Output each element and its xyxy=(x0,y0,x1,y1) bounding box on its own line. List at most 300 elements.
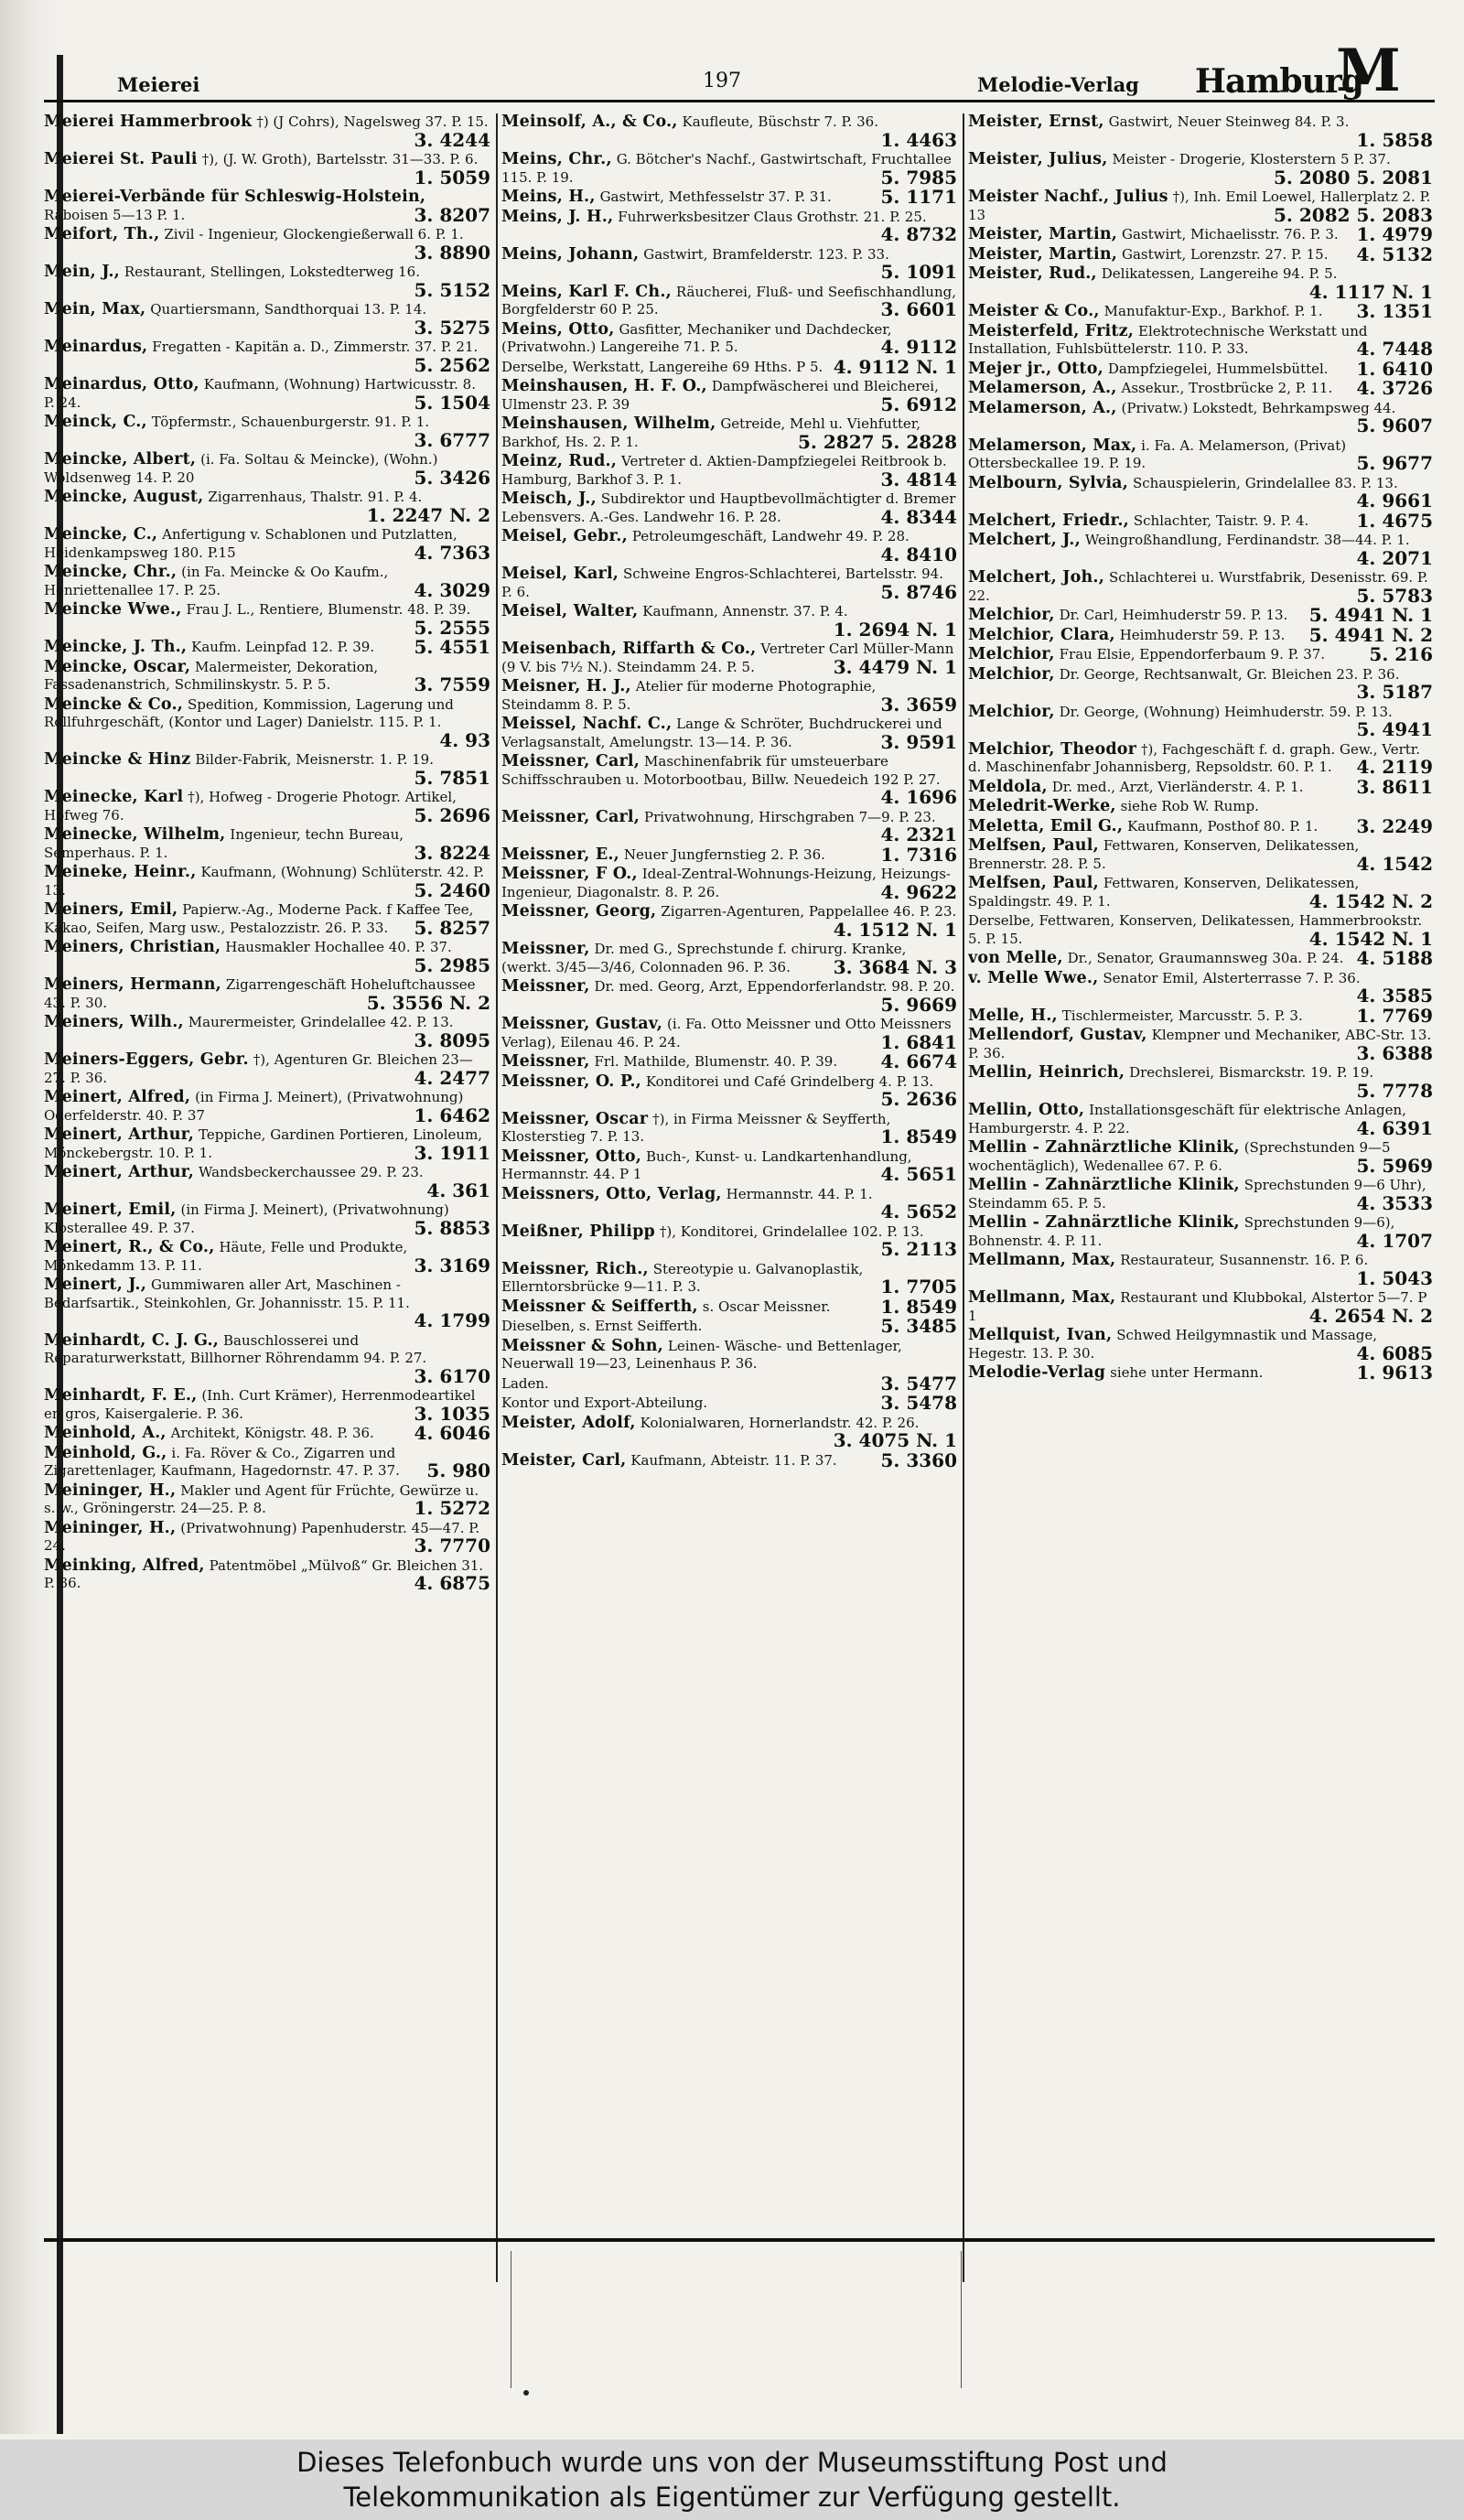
entry-details: Petroleumgeschäft, Landwehr 49. P. 28. xyxy=(631,528,910,544)
entry-phone-number: 5. 4551 xyxy=(414,636,490,658)
entry-details: (Sprechstunden 9—5 wochentäglich), Wedenallee 67. P. 6. xyxy=(968,1139,1391,1174)
directory-entry xyxy=(44,864,492,899)
entry-details: Bilder-Fabrik, Meisnerstr. 1. P. 19. xyxy=(195,751,434,768)
entry-details: Frau J. L., Rentiere, Blumenstr. 48. P. 39. xyxy=(186,601,471,618)
directory-entry xyxy=(968,532,1435,567)
entry-details: Leinen- Wäsche- und Bettenlager, Neuerwall 19—23, Leinenhaus P. 36. xyxy=(501,1337,902,1372)
entry-name: v. Melle Wwe., xyxy=(968,968,1099,987)
entry-name: Melchior, xyxy=(968,664,1055,684)
entry-name: Meinert, Arthur, xyxy=(44,1163,195,1181)
entry-name: Meiners, Christian, xyxy=(44,938,221,956)
entry-phone-number: 4. 1542 xyxy=(1356,852,1433,875)
entry-details: Makler und Agent für Früchte, Gewürze u. s. w., Gröningerstr. 24—25. P. 8. xyxy=(44,1481,479,1516)
entry-phone-number: 4. 2119 xyxy=(1356,756,1433,778)
entry-phone-number: 1. 7769 xyxy=(1356,1004,1433,1027)
directory-entry xyxy=(968,1364,1435,1383)
directory-entry xyxy=(501,1315,959,1337)
entry-name: Meletta, Emil G., xyxy=(968,816,1124,835)
entry-name: Meister, Adolf, xyxy=(501,1413,636,1432)
directory-entry xyxy=(501,603,959,639)
entry-name: Meierei Hammerbrook xyxy=(44,113,253,131)
entry-details: Restaurateur, Susannenstr. 16. P. 6. xyxy=(1120,1252,1369,1268)
entry-details: (in Fa. Meincke & Oo Kaufm., Henriettenallee 17. P. 25. xyxy=(44,564,389,598)
entry-name: Meissner, Gustav, xyxy=(501,1015,663,1033)
directory-entry xyxy=(44,1164,492,1200)
entry-name: Meister, Julius, xyxy=(968,150,1108,168)
entry-details: Dr. Carl, Heimhuderstr 59. P. 13. xyxy=(1059,607,1288,623)
entry-name: Meins, Otto, xyxy=(501,319,615,339)
entry-name: Meisterfeld, Fritz, xyxy=(968,321,1135,340)
entry-phone-number: 3. 3659 xyxy=(880,693,957,716)
entry-name: Meinecke, Wilhelm, xyxy=(44,825,226,844)
entry-details: Häute, Felle und Produkte, Mönkedamm 13. P. 11. xyxy=(44,1239,408,1274)
entry-details: Meister - Drogerie, Klosterstern 5 P. 37. xyxy=(1112,151,1391,167)
directory-entry xyxy=(44,976,492,1012)
directory-entry xyxy=(968,475,1435,511)
entry-name: Mellin, Heinrich, xyxy=(968,1063,1125,1082)
entry-details: Drechslerei, Bismarckstr. 19. P. 19. xyxy=(1129,1064,1374,1081)
entry-details: Maschinenfabrik für umsteuerbare Schiffsschrauben u. Motorbootbau, Billw. Neuedeich 192 P. 27. xyxy=(501,753,941,788)
directory-entry xyxy=(44,1276,492,1330)
entry-name: Meissner & Seifferth, xyxy=(501,1297,698,1316)
entry-name: Meinck, C., xyxy=(44,413,147,431)
entry-details: Patentmöbel „Mülvoß“ Gr. Bleichen 31. P. 36. xyxy=(44,1556,484,1591)
entry-details: Assekur., Trostbrücke 2, P. 11. xyxy=(1121,380,1333,396)
directory-entry xyxy=(44,489,492,524)
entry-details: Dr. med., Arzt, Vierländerstr. 4. P. 1. xyxy=(1051,778,1304,795)
entry-phone-number: 4. 3585 xyxy=(1356,985,1433,1007)
entry-details: Gastwirt, Lorenzstr. 27. P. 15. xyxy=(1121,245,1329,263)
entry-name: Meininger, H., xyxy=(44,1518,177,1537)
entry-details: Kaufmann, (Wohnung) Hartwicusstr. 8. P. 24. xyxy=(44,376,476,411)
entry-details: Räucherei, Fluß- und Seefischhandlung, Borgfelderstr 60 P. 25. xyxy=(501,283,956,318)
entry-name: Mellquist, Ivan, xyxy=(968,1326,1113,1344)
header-last-entry: Melodie-Verlag xyxy=(977,73,1139,96)
entry-name: Melamerson, A., xyxy=(968,379,1117,397)
entry-phone-number: 3. 2249 xyxy=(1356,814,1433,837)
directory-entry xyxy=(44,1445,492,1481)
entry-phone-number: 3. 7770 xyxy=(414,1535,490,1556)
directory-entry xyxy=(501,641,959,676)
entry-name: Meinert, J., xyxy=(44,1276,147,1294)
entry-details: Schlachter, Taistr. 9. P. 4. xyxy=(1133,512,1309,529)
entry-name: Melfsen, Paul, xyxy=(968,874,1099,892)
footer-line-2: Telekommunikation als Eigentümer zur Verfügung gestellt. xyxy=(343,2482,1121,2513)
entry-details: Maurermeister, Grindelallee 42. P. 13. xyxy=(188,1014,454,1030)
entry-details: Derselbe, Fettwaren, Konserven, Delikatessen, Hammerbrookstr. 5. P. 15. xyxy=(968,912,1423,947)
entry-phone-number: 5. 2985 xyxy=(414,953,490,976)
directory-entry xyxy=(968,1064,1435,1100)
entry-details: Kaufmann, Annenstr. 37. P. 4. xyxy=(642,603,848,619)
entry-phone-number: 1. 2247 N. 2 xyxy=(366,503,490,526)
entry-name: Meiners-Eggers, Gebr. xyxy=(44,1050,249,1069)
entry-phone-number: 1. 5272 xyxy=(414,1497,490,1519)
directory-page xyxy=(44,37,1435,2416)
entry-details: Neuer Jungfernstieg 2. P. 36. xyxy=(623,845,825,863)
entry-details: Weingroßhandlung, Ferdinandstr. 38—44. P. 1. xyxy=(1084,532,1410,548)
entry-name: Meister, Martin, xyxy=(968,225,1118,243)
entry-name: Meinert, Alfred, xyxy=(44,1088,191,1106)
entry-phone-number: 5. 3426 xyxy=(414,466,490,489)
directory-entry xyxy=(968,1327,1435,1362)
column-2 xyxy=(501,113,959,2282)
entry-details: Kaufmann, Posthof 80. P. 1. xyxy=(1127,817,1319,835)
entry-details: Architekt, Königstr. 48. P. 36. xyxy=(170,1425,374,1441)
entry-phone-number: 3. 8890 xyxy=(414,241,490,264)
entry-phone-number: 4. 5652 xyxy=(880,1201,957,1222)
directory-entry xyxy=(501,355,959,378)
entry-details: Bauschlosserei und Reparaturwerkstatt, Billhorner Röhrendamm 94. P. 27. xyxy=(44,1331,427,1366)
directory-entry xyxy=(44,789,492,824)
entry-details: G. Bötcher's Nachf., Gastwirtschaft, Fruchtallee 115. P. 19. xyxy=(501,151,952,186)
entry-phone-number: 3. 4244 xyxy=(414,128,490,151)
entry-phone-number: 5. 5152 xyxy=(414,278,490,301)
entry-name: Meinhardt, C. J. G., xyxy=(44,1330,220,1350)
column-1 xyxy=(44,113,492,2282)
directory-entry xyxy=(501,1050,959,1072)
entry-phone-number: 4. 6674 xyxy=(880,1050,957,1072)
directory-entry xyxy=(968,798,1435,816)
directory-entry xyxy=(44,339,492,374)
directory-entry xyxy=(968,113,1435,149)
entry-name: Melle, H., xyxy=(968,1006,1058,1025)
entry-details: Konditorei und Café Grindelberg 4. P. 13. xyxy=(645,1072,934,1090)
entry-details: Wandsbeckerchaussee 29. P. 23. xyxy=(199,1164,424,1180)
entry-details: Gasfitter, Mechaniker und Dachdecker, (Privatwohn.) Langereihe 71. P. 5. xyxy=(501,320,892,355)
entry-details: †), Hofweg - Drogerie Photogr. Artikel, Hofweg 76. xyxy=(44,789,457,824)
entry-phone-number: 4. 1696 xyxy=(880,786,957,808)
entry-name: Meister, Martin, xyxy=(968,244,1118,264)
entry-details: siehe unter Hermann. xyxy=(1110,1364,1264,1381)
directory-entry xyxy=(968,188,1435,224)
directory-entry xyxy=(44,264,492,299)
entry-name: Meiners, Emil, xyxy=(44,900,178,919)
directory-entry xyxy=(501,1261,959,1297)
directory-entry xyxy=(44,301,492,337)
entry-name: Meiners, Wilh., xyxy=(44,1013,184,1031)
entry-phone-number: 1. 6462 xyxy=(414,1104,490,1126)
directory-entry xyxy=(501,1415,959,1450)
directory-entry xyxy=(501,1223,959,1259)
directory-entry xyxy=(968,509,1435,532)
directory-entry xyxy=(968,323,1435,359)
entry-details: Fuhrwerksbesitzer Claus Grothstr. 21. P. 25. xyxy=(618,208,927,225)
entry-details: Senator Emil, Alsterterrasse 7. P. 36. xyxy=(1103,969,1361,986)
directory-entry xyxy=(44,1126,492,1162)
entry-details: Kaufm. Leinpfad 12. P. 39. xyxy=(191,639,375,655)
entry-phone-number: 4. 6046 xyxy=(414,1422,490,1444)
directory-entry xyxy=(501,528,959,564)
directory-entry xyxy=(44,188,492,224)
entry-phone-number: 4. 9112 xyxy=(880,336,957,358)
entry-name: Meinsolf, A., & Co., xyxy=(501,113,678,131)
entry-details: Tischlermeister, Marcusstr. 5. P. 3. xyxy=(1061,1007,1303,1024)
entry-details: Klempner und Mechaniker, ABC-Str. 13. P. 36. xyxy=(968,1027,1432,1061)
entry-details: Ingenieur, techn Bureau, Semperhaus. P. 1. xyxy=(44,826,404,861)
entry-phone-number: 3. 9591 xyxy=(880,730,957,753)
directory-entry xyxy=(44,1014,492,1050)
entry-name: Meissner, F O., xyxy=(501,865,638,883)
entry-phone-number: 5. 3360 xyxy=(880,1448,957,1471)
entry-phone-number: 3. 5478 xyxy=(880,1392,957,1414)
entry-details: Stereotypie u. Galvanoplastik, Ellerntorsbrücke 9—11. P. 3. xyxy=(501,1260,864,1295)
directory-entry xyxy=(44,226,492,262)
entry-details: †), Fachgeschäft f. d. graph. Gew., Vertr. d. Maschinenfabr Johannisberg, Repsoldstr. 60. P. 1. xyxy=(968,740,1421,775)
directory-entry xyxy=(44,1332,492,1386)
entry-phone-number: 3. 1911 xyxy=(414,1141,490,1164)
directory-entry xyxy=(968,741,1435,777)
directory-entry xyxy=(501,716,959,751)
directory-entry xyxy=(968,569,1435,605)
entry-phone-number: 5. 2555 xyxy=(414,616,490,639)
entry-details: Schweine Engros-Schlachterei, Bartelsstr. 94. P. 6. xyxy=(501,565,943,600)
ink-dot xyxy=(523,2390,529,2396)
entry-name: Meister & Co., xyxy=(968,302,1100,320)
entry-details: Gastwirt, Neuer Steinweg 84. P. 3. xyxy=(1108,113,1350,130)
entry-phone-number: 5. 9669 xyxy=(880,993,957,1016)
entry-phone-number: 4. 3533 xyxy=(1356,1191,1433,1214)
entry-name: Meincke, Chr., xyxy=(44,563,178,581)
directory-entry xyxy=(501,415,959,451)
entry-name: Melchior, Theodor xyxy=(968,739,1137,759)
directory-entry xyxy=(501,246,959,282)
directory-entry xyxy=(44,451,492,487)
entry-name: Meinz, Rud., xyxy=(501,452,618,470)
directory-entry xyxy=(968,1027,1435,1062)
entry-name: Meinshausen, Wilhelm, xyxy=(501,415,716,433)
entry-phone-number: 4. 9622 xyxy=(880,880,957,903)
entry-name: Meldola, xyxy=(968,777,1048,796)
entry-phone-number: 4. 8410 xyxy=(880,543,957,565)
entry-details: Vertreter d. Aktien-Dampfziegelei Reitbrook b. Hamburg, Barkhof 3. P. 1. xyxy=(501,453,947,488)
entry-details: Zivil - Ingenieur, Glockengießerwall 6. P. 1. xyxy=(164,226,464,242)
entry-phone-number: 3. 8611 xyxy=(1356,775,1433,798)
entry-name: Meisner, H. J., xyxy=(501,677,631,695)
entry-details: Papierw.-Ag., Moderne Pack. f Kaffee Tee, Kakao, Seifen, Marg usw., Pestalozzistr. 26. P. 33. xyxy=(44,901,474,936)
entry-details: (Privatwohnung) Papenhuderstr. 45—47. P. 24. xyxy=(44,1519,480,1554)
entry-name: Mellmann, Max, xyxy=(968,1288,1116,1307)
directory-entry xyxy=(968,1102,1435,1137)
entry-name: Melchior, xyxy=(968,645,1055,663)
entry-phone-number: 5. 7985 xyxy=(880,166,957,188)
directory-entry xyxy=(501,941,959,976)
directory-entry xyxy=(968,912,1435,948)
directory-entry xyxy=(968,814,1435,837)
entry-phone-number: 5. 9677 xyxy=(1356,452,1433,474)
entry-details: Heimhuderstr 59. P. 13. xyxy=(1119,626,1286,643)
entry-details: Lange & Schröter, Buchdruckerei und Verlagsanstalt, Amelungstr. 13—14. P. 36. xyxy=(501,716,942,750)
entry-details: Sprechstunden 9—6 Uhr), Steindamm 65. P. 5. xyxy=(968,1177,1426,1212)
entry-phone-number: 5. 2827 5. 2828 xyxy=(798,430,957,453)
entry-details: †), Agenturen Gr. Bleichen 23—27. P. 36. xyxy=(44,1051,473,1086)
header-city: Hamburg xyxy=(1195,62,1363,101)
directory-entry xyxy=(44,151,492,187)
entry-details: Privatwohnung, Hirschgraben 7—9. P. 23. xyxy=(644,808,936,825)
entry-phone-number: 4. 3726 xyxy=(1356,377,1433,399)
entry-phone-number: 4. 9661 xyxy=(1356,490,1433,512)
entry-name: Melodie-Verlag xyxy=(968,1363,1106,1382)
entry-phone-number: 4. 3029 xyxy=(414,578,490,601)
entry-details: (Inh. Curt Krämer), Herrenmodeartikel en gros, Kaisergalerie. P. 36. xyxy=(44,1387,476,1422)
header-first-entry: Meierei xyxy=(117,73,200,96)
entry-phone-number: 1. 4463 xyxy=(880,128,957,151)
page-number: 197 xyxy=(703,70,741,92)
entry-phone-number: 4. 5188 xyxy=(1356,947,1433,969)
entry-details: Schlachterei u. Wurstfabrik, Desenisstr. 69. P. 22. xyxy=(968,569,1428,604)
directory-entry xyxy=(501,678,959,714)
entry-phone-number: 5. 8853 xyxy=(414,1216,490,1239)
directory-entry xyxy=(501,843,959,866)
entry-name: Meinhold, A., xyxy=(44,1424,167,1442)
directory-entry xyxy=(44,751,492,787)
entry-details: †), Inh. Emil Loewel, Hallerplatz 2. P. 13 xyxy=(968,188,1431,223)
entry-name: Meincke Wwe., xyxy=(44,600,182,619)
directory-entry xyxy=(968,400,1435,436)
bottom-rule xyxy=(44,2238,1435,2242)
entry-name: Meincke, J. Th., xyxy=(44,638,188,656)
directory-entry xyxy=(968,623,1435,646)
directory-entry xyxy=(968,643,1435,665)
directory-entry xyxy=(501,1111,959,1147)
directory-entry xyxy=(501,1372,959,1395)
entry-name: Mellin - Zahnärztliche Klinik, xyxy=(968,1213,1240,1232)
entry-phone-number: 5. 2562 xyxy=(414,353,490,376)
entry-name: Meissner, xyxy=(501,977,590,996)
entry-name: Meisel, Gebr., xyxy=(501,527,628,545)
entry-phone-number: 1. 6841 xyxy=(880,1030,957,1053)
entry-phone-number: 5. 8257 xyxy=(414,916,490,939)
directory-entry xyxy=(968,704,1435,739)
entry-phone-number: 5. 2113 xyxy=(880,1238,957,1260)
entry-details: Quartiersmann, Sandthorquai 13. P. 14. xyxy=(150,301,427,318)
entry-phone-number: 5. 8746 xyxy=(880,580,957,603)
directory-entry xyxy=(968,242,1435,265)
blank-column-line xyxy=(961,2251,962,2388)
entry-phone-number: 1. 5043 xyxy=(1356,1266,1433,1289)
entry-name: Melfsen, Paul, xyxy=(968,836,1099,855)
directory-entry xyxy=(44,696,492,750)
entry-details: Spedition, Kommission, Lagerung und Rollfuhrgeschäft, (Kontor und Lager) Danielstr. 115. P. 1. xyxy=(44,695,454,730)
directory-entry xyxy=(968,875,1435,910)
entry-phone-number: 5. 2696 xyxy=(414,803,490,826)
entry-phone-number: 5. 7851 xyxy=(414,766,490,789)
entry-phone-number: 5. 2460 xyxy=(414,878,490,901)
entry-details: Ideal-Zentral-Wohnungs-Heizung, Heizungs-Ingenieur, Diagonalstr. 8. P. 26. xyxy=(501,866,951,900)
entry-name: Meininger, H., xyxy=(44,1481,177,1500)
entry-name: Meineke, Heinr., xyxy=(44,863,197,881)
entry-phone-number: 4. 5132 xyxy=(1356,242,1433,265)
entry-phone-number: 5. 1171 xyxy=(880,186,957,208)
entry-name: Meincke, C., xyxy=(44,525,158,544)
entry-phone-number: 3. 3684 N. 3 xyxy=(833,955,957,978)
entry-name: Meincke & Co., xyxy=(44,695,184,714)
directory-entry xyxy=(968,775,1435,798)
entry-details: Restaurant, Stellingen, Lokstedterweg 16. xyxy=(124,264,420,280)
entry-name: von Melle, xyxy=(968,949,1063,967)
directory-entry xyxy=(501,978,959,1014)
directory-entry xyxy=(501,113,959,149)
column-divider xyxy=(963,113,964,2282)
entry-phone-number: 3. 3169 xyxy=(414,1254,490,1276)
directory-entry xyxy=(968,837,1435,873)
entry-name: Meifort, Th., xyxy=(44,225,160,243)
entry-name: Meincke & Hinz xyxy=(44,750,191,769)
entry-name: Meissner, Carl, xyxy=(501,752,640,770)
archive-footer xyxy=(0,2439,1464,2520)
entry-details: Kontor und Export-Abteilung. xyxy=(501,1395,708,1411)
entry-phone-number: 4. 1542 N. 2 xyxy=(1308,889,1433,912)
entry-name: Meledrit-Werke, xyxy=(968,797,1116,815)
entry-phone-number: 3. 6777 xyxy=(414,428,490,451)
directory-entry xyxy=(968,1177,1435,1212)
entry-details: Zigarrengeschäft Hoheluftchaussee 43. P. 30. xyxy=(44,976,476,1011)
directory-entry xyxy=(44,1520,492,1556)
entry-phone-number: 3. 5187 xyxy=(1356,681,1433,703)
entry-name: Meissel, Nachf. C., xyxy=(501,715,673,733)
entry-phone-number: 4. 2654 N. 2 xyxy=(1308,1304,1433,1327)
directory-entry xyxy=(968,437,1435,473)
directory-entry xyxy=(501,1448,959,1471)
entry-phone-number: 1. 5858 xyxy=(1356,128,1433,151)
entry-phone-number: 4. 93 xyxy=(439,728,490,751)
directory-entry xyxy=(501,188,959,207)
entry-details: Gastwirt, Michaelisstr. 76. P. 3. xyxy=(1121,226,1339,242)
entry-name: Meins, H., xyxy=(501,188,596,206)
entry-name: Mellmann, Max, xyxy=(968,1251,1116,1269)
directory-entry xyxy=(968,1289,1435,1325)
directory-entry xyxy=(501,378,959,414)
entry-name: Meins, J. H., xyxy=(501,207,614,226)
entry-phone-number: 4. 2071 xyxy=(1356,546,1433,569)
entry-details: Gastwirt, Bramfelderstr. 123. P. 33. xyxy=(643,245,889,263)
entry-phone-number: 1. 4675 xyxy=(1356,509,1433,532)
entry-name: Melchert, Joh., xyxy=(968,568,1105,587)
entry-details: Dampfziegelei, Hummelsbüttel. xyxy=(1107,360,1329,377)
entry-name: Meister Nachf., Julius xyxy=(968,188,1168,206)
directory-entry xyxy=(44,826,492,862)
entry-phone-number: 3. 6601 xyxy=(880,298,957,320)
entry-details: Schwed Heilgymnastik und Massage, Hegestr. 13. P. 30. xyxy=(968,1327,1378,1362)
entry-name: Meinhold, G., xyxy=(44,1443,167,1462)
directory-entry xyxy=(501,565,959,601)
entry-details: Dr. med. Georg, Arzt, Eppendorferlandstr. 98. P. 20. xyxy=(594,978,955,995)
entry-name: Meister, Rud., xyxy=(968,264,1097,283)
entry-details: Anfertigung v. Schablonen und Putzlatten, Heidenkampsweg 180. P.15 xyxy=(44,526,458,561)
entry-details: Malermeister, Dekoration, Fassadenanstrich, Schmilinskystr. 5. P. 5. xyxy=(44,658,379,693)
entry-name: Meiners, Hermann, xyxy=(44,975,221,994)
entry-details: Sprechstunden 9—6), Bohnenstr. 4. P. 11. xyxy=(968,1214,1395,1249)
directory-entry xyxy=(501,1392,959,1414)
entry-details: Zigarrenhaus, Thalstr. 91. P. 4. xyxy=(208,489,423,505)
directory-entry xyxy=(501,321,959,357)
entry-name: Meins, Karl F. Ch., xyxy=(501,282,672,301)
directory-entry xyxy=(968,265,1435,301)
entry-name: Meissner, xyxy=(501,1052,590,1071)
entry-details: Laden. xyxy=(501,1374,549,1392)
header-letter: M xyxy=(1336,37,1401,105)
directory-entry xyxy=(968,300,1435,322)
entry-name: Meissner, O. P., xyxy=(501,1072,641,1091)
entry-details: Dr., Senator, Graumannsweg 30a. P. 24. xyxy=(1067,950,1344,966)
entry-name: Meissners, Otto, Verlag, xyxy=(501,1184,722,1203)
entry-details: Subdirektor und Hauptbevollmächtigter d. Bremer Lebensvers. A.-Ges. Landwehr 16. P. 28. xyxy=(501,490,956,525)
entry-name: Meisel, Walter, xyxy=(501,602,639,620)
entry-name: Meinshausen, H. F. O., xyxy=(501,377,707,395)
entry-phone-number: 4. 6085 xyxy=(1356,1341,1433,1364)
directory-entry xyxy=(501,1295,959,1318)
entry-phone-number: 4. 7363 xyxy=(414,541,490,564)
entry-phone-number: 3. 6170 xyxy=(414,1364,490,1387)
